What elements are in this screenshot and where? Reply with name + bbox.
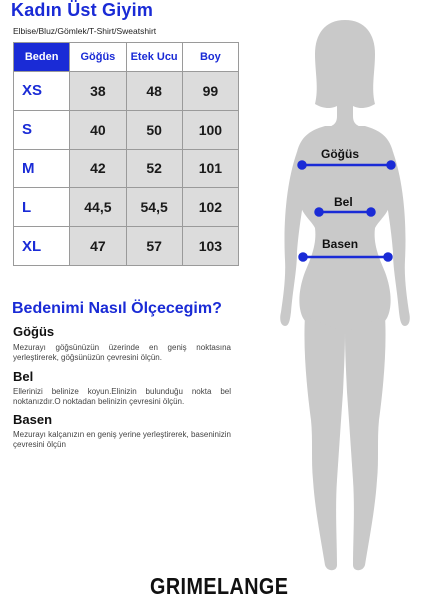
body-silhouette-icon (275, 20, 415, 575)
section-basen-text: Mezurayı kalçanızın en geniş yerine yerleştirerek, baseninizin çevresini ölçün (13, 430, 231, 449)
table-row (14, 227, 239, 266)
size-label: S (14, 110, 70, 149)
etek-ucu-cell: 54,5 (126, 188, 182, 227)
boy-cell: 100 (182, 110, 238, 149)
section-basen-title: Basen (13, 412, 53, 427)
etek-ucu-cell: 52 (126, 149, 182, 188)
table-row (14, 72, 239, 111)
figure-label-bel: Bel (334, 195, 353, 209)
gogus-cell: 44,5 (70, 188, 126, 227)
section-gogus-title: Göğüs (13, 324, 55, 339)
boy-cell: 101 (182, 149, 238, 188)
figure-label-basen: Basen (322, 237, 359, 251)
header-boy: Boy (182, 43, 238, 72)
size-table (13, 42, 239, 266)
size-label: M (14, 149, 70, 188)
page-title: Kadın Üst Giyim (11, 0, 154, 20)
boy-cell: 102 (182, 188, 238, 227)
etek-ucu-cell: 48 (126, 72, 182, 111)
section-bel-title: Bel (13, 369, 34, 384)
etek-ucu-cell: 50 (126, 110, 182, 149)
header-etek-ucu: Etek Ucu (126, 43, 182, 72)
boy-cell: 103 (182, 227, 238, 266)
gogus-cell: 40 (70, 110, 126, 149)
section-gogus-text: Mezurayı göğsünüzün üzerinde en geniş noktasına yerleştirerek, göğsünüzün çevresini ölçün. (13, 343, 231, 362)
howto-heading: Bedenimi Nasıl Ölçecegim? (12, 300, 222, 317)
table-row (14, 149, 239, 188)
figure-label-gogus: Göğüs (321, 147, 359, 161)
page-subtitle: Elbise/Bluz/Gömlek/T-Shirt/Sweatshirt (13, 26, 157, 36)
header-beden: Beden (14, 43, 70, 72)
gogus-cell: 42 (70, 149, 126, 188)
body-figure (275, 20, 415, 575)
section-bel-text: Ellerinizi belinize koyun.Elinizin bulunduğu nokta bel noktanızdır.O noktadan belinizin çevresini ölçün. (13, 387, 231, 406)
table-row (14, 188, 239, 227)
size-label: L (14, 188, 70, 227)
size-label: XS (14, 72, 70, 111)
gogus-cell: 47 (70, 227, 126, 266)
brand-logo: GRIMELANGE (150, 573, 289, 599)
size-table-header-row (14, 43, 239, 72)
boy-cell: 99 (182, 72, 238, 111)
header-gogus: Göğüs (70, 43, 126, 72)
etek-ucu-cell: 57 (126, 227, 182, 266)
size-label: XL (14, 227, 70, 266)
gogus-cell: 38 (70, 72, 126, 111)
table-row (14, 110, 239, 149)
